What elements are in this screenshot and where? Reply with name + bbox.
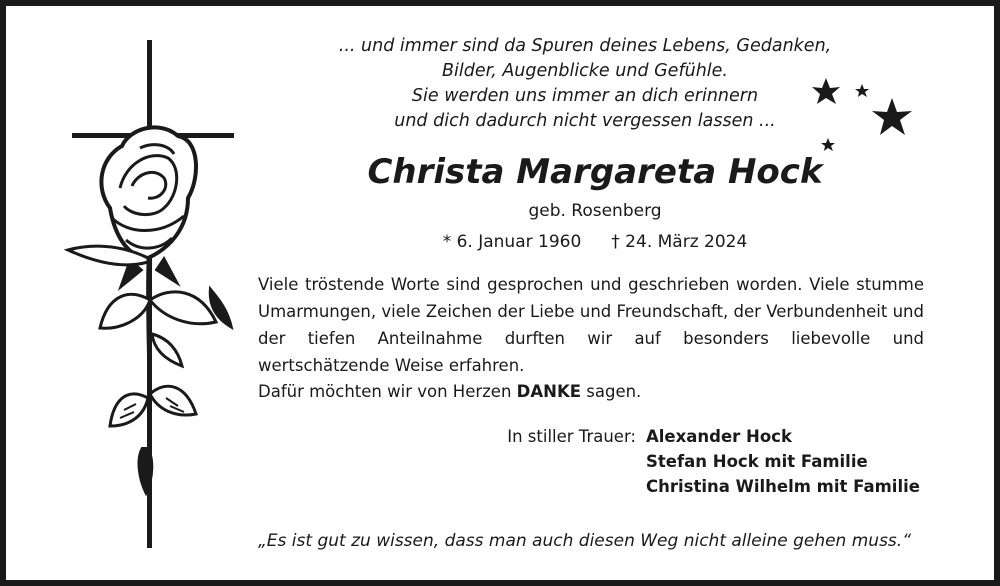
- thanks-text-end: sagen.: [581, 382, 642, 401]
- mourning-label: In stiller Trauer:: [507, 427, 636, 446]
- life-dates: [300, 229, 890, 255]
- mourners-list: [646, 424, 936, 499]
- deceased-name: Christa Margareta Hock: [367, 152, 823, 192]
- thanks-emphasis: DANKE: [516, 382, 582, 401]
- poem-line: Sie werden uns immer an dich erinnern: [411, 86, 759, 106]
- memorial-poem: [300, 34, 870, 134]
- poem-line: ... und immer sind da Spuren deines Lebens, Gedanken,: [338, 36, 832, 56]
- poem-line: und dich dadurch nicht vergessen lassen ...: [394, 111, 776, 131]
- closing-quote: „Es ist gut zu wissen, dass man auch diesen Weg nicht alleine gehen muss.“: [258, 531, 911, 551]
- maiden-name: geb. Rosenberg: [528, 201, 662, 221]
- mourner-name: Stefan Hock mit Familie: [646, 452, 868, 471]
- cross-rose-illustration: [60, 38, 260, 558]
- mourner-name: Alexander Hock: [646, 427, 792, 446]
- birth-date: * 6. Januar 1960: [442, 232, 582, 252]
- death-date: † 24. März 2024: [611, 232, 748, 252]
- thanks-line: [258, 379, 924, 405]
- star-icon: [872, 98, 912, 135]
- thanks-text: Dafür möchten wir von Herzen: [258, 382, 517, 401]
- thank-you-paragraph: Viele tröstende Worte sind gesprochen und geschrieben worden. Viele stumme Umarmungen, viele Zeichen der Liebe und Freundschaft, der Verbundenheit und der tiefen Anteilnahme durften wir auf besonders liebevolle und wertschätzende Weise erfahren.: [258, 275, 924, 375]
- mourner-name: Christina Wilhelm mit Familie: [646, 477, 920, 496]
- poem-line: Bilder, Augenblicke und Gefühle.: [442, 61, 728, 81]
